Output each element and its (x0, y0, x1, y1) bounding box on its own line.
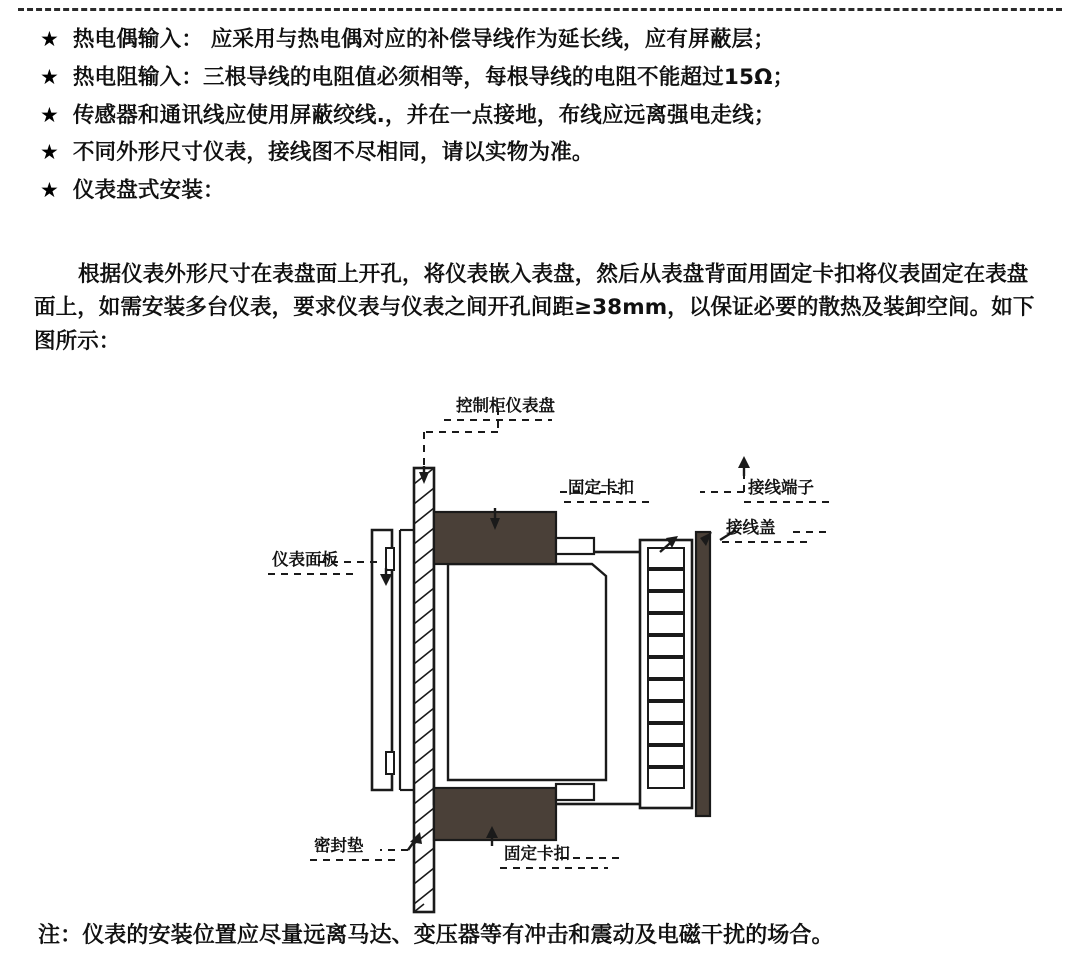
list-item (40, 139, 1050, 168)
list-item (40, 26, 1050, 55)
label-wiring-cover: 接线盖 (726, 518, 776, 537)
label-panel-cabinet: 控制柜仪表盘 (456, 396, 555, 415)
list-item-text: 热电偶输入： 应采用与热电偶对应的补偿导线作为延长线，应有屏蔽层； (72, 27, 775, 52)
installation-note: 注：仪表的安装位置应尽量远离马达、变压器等有冲击和震动及电磁干扰的场合。 (38, 923, 834, 948)
list-item (40, 64, 1050, 93)
label-meter-face: 仪表面板 (272, 550, 338, 569)
label-terminal: 接线端子 (748, 478, 814, 497)
label-clip-bottom: 固定卡扣 (504, 844, 570, 863)
list-item (40, 177, 1050, 206)
installation-paragraph: 根据仪表外形尺寸在表盘面上开孔，将仪表嵌入表盘，然后从表盘背面用固定卡扣将仪表固定在表盘面上，如需安装多台仪表，要求仪表与仪表之间开孔间距≥38mm，以保证必要的散热及装卸空间。如下图所示： (34, 262, 1035, 354)
list-item (40, 102, 1050, 131)
star-icon: ★ (40, 178, 59, 203)
list-item-text: 不同外形尺寸仪表，接线图不尽相同，请以实物为准。 (72, 140, 594, 166)
panel-mounting-figure (0, 380, 1080, 920)
star-icon: ★ (40, 102, 59, 127)
top-dashed-divider (18, 8, 1062, 11)
bullet-list (40, 26, 1050, 215)
label-seal: 密封垫 (314, 836, 364, 855)
list-item-text: 热电阻输入：三根导线的电阻值必须相等，每根导线的电阻不能超过15Ω； (72, 64, 795, 90)
list-item-text: 传感器和通讯线应使用屏蔽绞线.，并在一点接地，布线应远离强电走线； (72, 102, 776, 128)
list-item-text: 仪表盘式安装： (72, 178, 225, 204)
figure-drawing (0, 380, 1080, 920)
star-icon: ★ (40, 64, 59, 89)
star-icon: ★ (40, 27, 59, 51)
star-icon: ★ (40, 140, 59, 165)
label-clip-top: 固定卡扣 (568, 478, 634, 497)
